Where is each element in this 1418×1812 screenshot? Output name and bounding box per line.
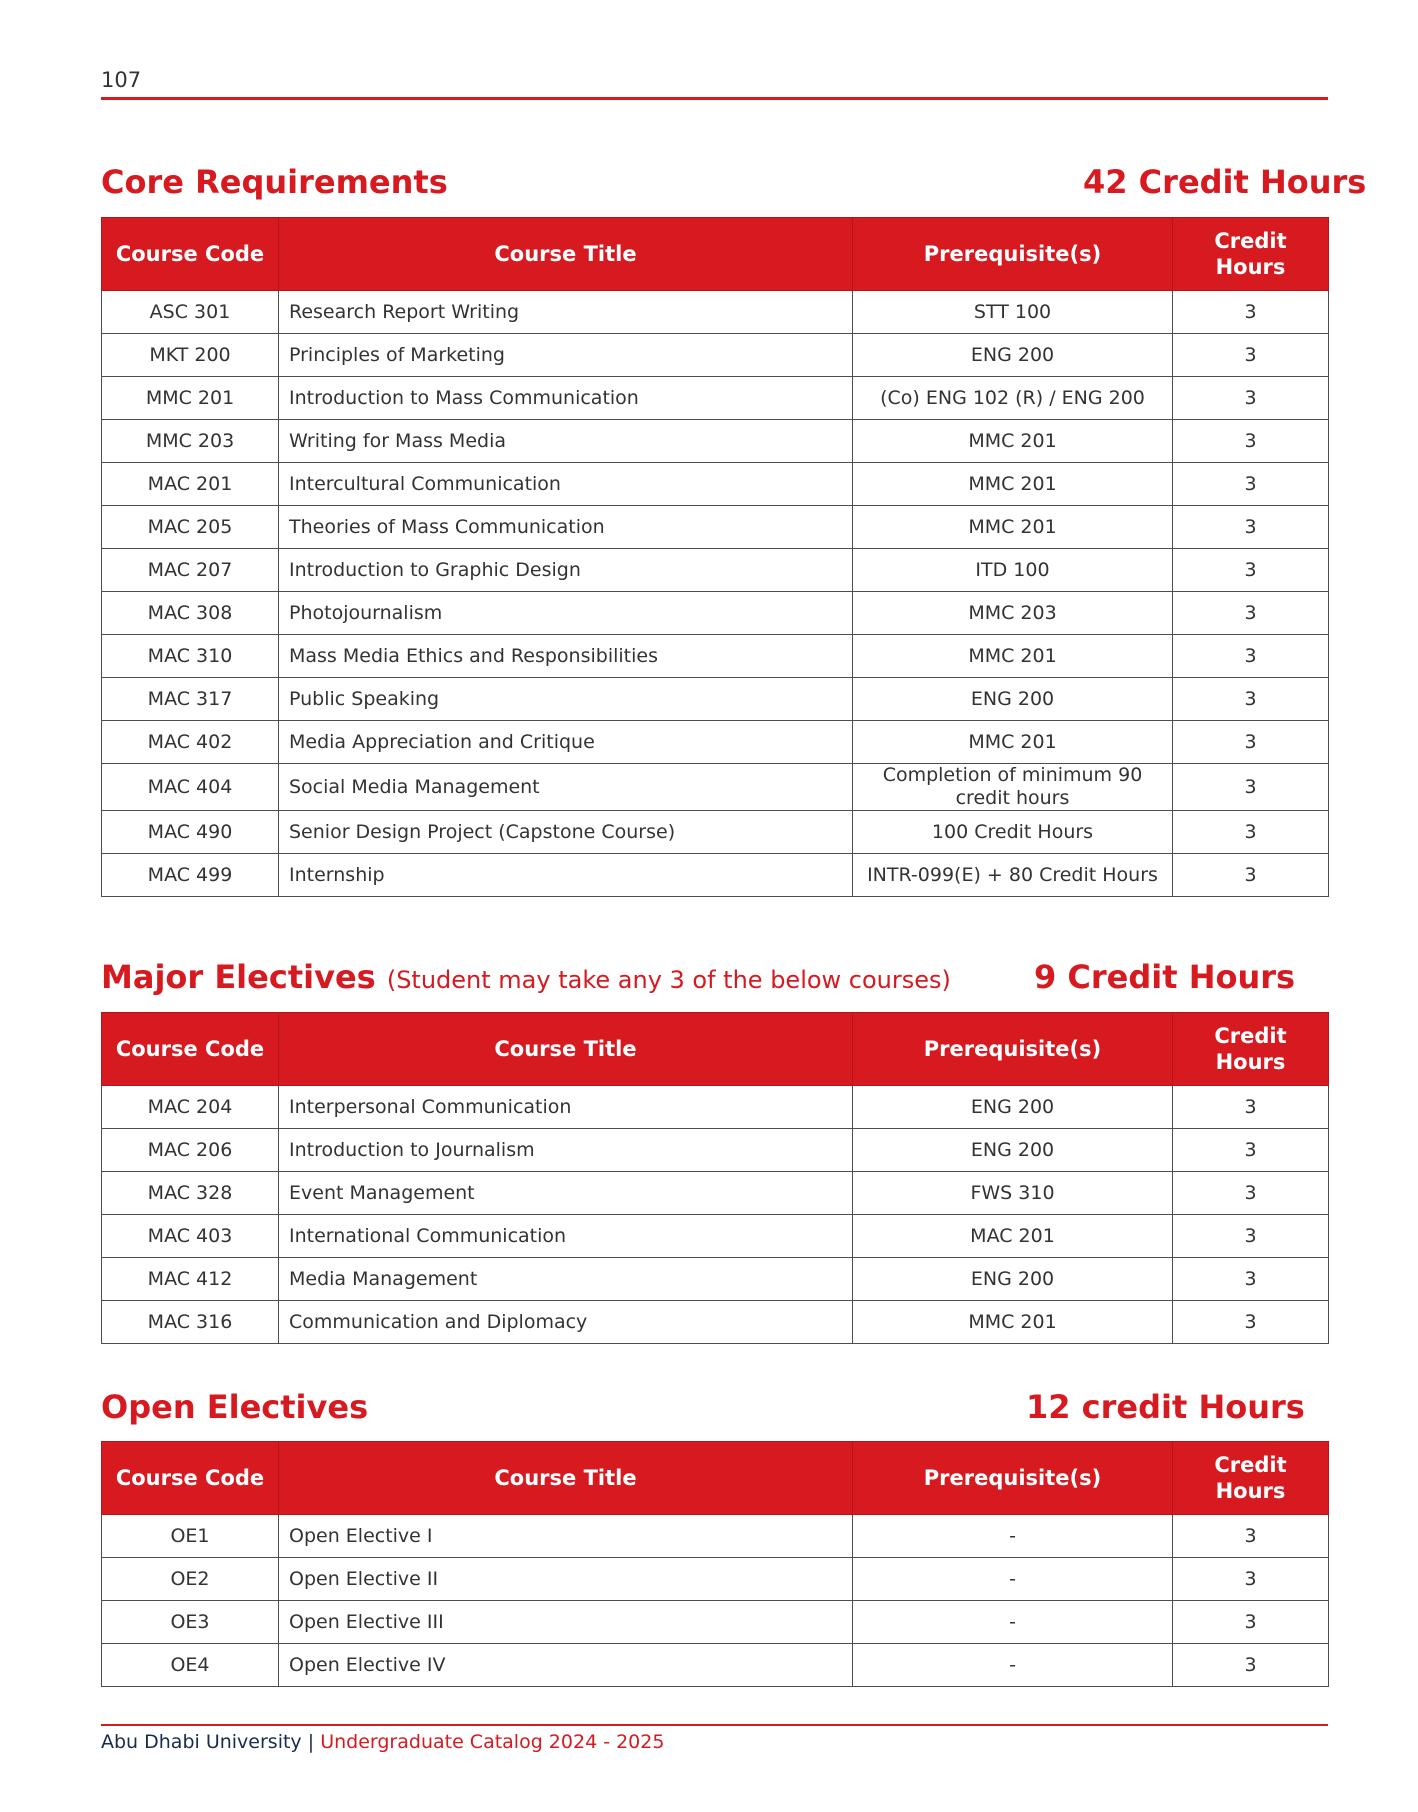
course-title-cell: Interpersonal Communication — [279, 1086, 853, 1129]
table-row — [102, 1172, 1329, 1215]
prerequisite-cell: FWS 310 — [853, 1172, 1173, 1215]
footer — [101, 1731, 664, 1753]
header-course-code: Course Code — [102, 218, 279, 291]
course-code-cell: MAC 316 — [102, 1301, 279, 1344]
prerequisite-cell: MMC 201 — [853, 721, 1173, 764]
credit-hours-cell: 3 — [1173, 1515, 1329, 1558]
credit-hours-cell: 3 — [1173, 854, 1329, 897]
credit-hours-cell: 3 — [1173, 678, 1329, 721]
credit-hours-cell: 3 — [1173, 1215, 1329, 1258]
course-code-cell: MMC 203 — [102, 420, 279, 463]
prerequisite-cell: ITD 100 — [853, 549, 1173, 592]
table-row — [102, 549, 1329, 592]
course-code-cell: MAC 206 — [102, 1129, 279, 1172]
credit-hours-cell: 3 — [1173, 1558, 1329, 1601]
course-code-cell: OE1 — [102, 1515, 279, 1558]
course-code-cell: MAC 204 — [102, 1086, 279, 1129]
open-section-heading — [101, 1388, 1305, 1428]
prerequisite-cell: - — [853, 1644, 1173, 1687]
course-code-cell: MKT 200 — [102, 334, 279, 377]
core-section-heading — [101, 163, 1367, 203]
prerequisite-cell: 100 Credit Hours — [853, 811, 1173, 854]
credit-hours-cell: 3 — [1173, 506, 1329, 549]
prerequisite-cell: MAC 201 — [853, 1215, 1173, 1258]
course-title-cell: Open Elective II — [279, 1558, 853, 1601]
table-row — [102, 1086, 1329, 1129]
core-requirements-table — [101, 217, 1329, 897]
open-title: Open Electives — [101, 1388, 369, 1426]
core-credit-hours: 42 Credit Hours — [1083, 163, 1367, 201]
header-prerequisites: Prerequisite(s) — [853, 218, 1173, 291]
prerequisite-cell: - — [853, 1601, 1173, 1644]
credit-hours-cell: 3 — [1173, 1172, 1329, 1215]
major-table-body — [102, 1086, 1329, 1344]
table-row — [102, 1301, 1329, 1344]
course-title-cell: Event Management — [279, 1172, 853, 1215]
header-credit-line1: Credit — [1214, 1024, 1287, 1048]
course-code-cell: OE2 — [102, 1558, 279, 1601]
header-credit-line2: Hours — [1215, 1050, 1286, 1074]
course-title-cell: Internship — [279, 854, 853, 897]
course-code-cell: ASC 301 — [102, 291, 279, 334]
credit-hours-cell: 3 — [1173, 1129, 1329, 1172]
credit-hours-cell: 3 — [1173, 764, 1329, 811]
table-row — [102, 1644, 1329, 1687]
credit-hours-cell: 3 — [1173, 377, 1329, 420]
course-title-cell: Open Elective I — [279, 1515, 853, 1558]
prerequisite-cell: STT 100 — [853, 291, 1173, 334]
table-row — [102, 721, 1329, 764]
prerequisite-cell: ENG 200 — [853, 334, 1173, 377]
footer-separator: | — [307, 1731, 315, 1753]
credit-hours-cell: 3 — [1173, 549, 1329, 592]
prerequisite-cell: INTR-099(E) + 80 Credit Hours — [853, 854, 1173, 897]
course-title-cell: International Communication — [279, 1215, 853, 1258]
table-row — [102, 1215, 1329, 1258]
table-header-row — [102, 1013, 1329, 1086]
header-credit-hours — [1173, 1013, 1329, 1086]
major-section-heading — [101, 958, 1301, 998]
prerequisite-cell: ENG 200 — [853, 1258, 1173, 1301]
major-electives-table — [101, 1012, 1329, 1344]
major-title: Major Electives — [101, 958, 376, 996]
table-row — [102, 1558, 1329, 1601]
core-title: Core Requirements — [101, 163, 448, 201]
prerequisite-cell: MMC 201 — [853, 506, 1173, 549]
credit-hours-cell: 3 — [1173, 1601, 1329, 1644]
prerequisite-cell: ENG 200 — [853, 678, 1173, 721]
course-code-cell: MAC 317 — [102, 678, 279, 721]
credit-hours-cell: 3 — [1173, 1086, 1329, 1129]
course-title-cell: Photojournalism — [279, 592, 853, 635]
course-title-cell: Media Management — [279, 1258, 853, 1301]
credit-hours-cell: 3 — [1173, 592, 1329, 635]
table-row — [102, 1601, 1329, 1644]
header-course-code: Course Code — [102, 1442, 279, 1515]
course-title-cell: Mass Media Ethics and Responsibilities — [279, 635, 853, 678]
table-row — [102, 1129, 1329, 1172]
prerequisite-cell: MMC 201 — [853, 1301, 1173, 1344]
table-row — [102, 463, 1329, 506]
course-code-cell: MAC 205 — [102, 506, 279, 549]
footer-catalog: Undergraduate Catalog 2024 - 2025 — [320, 1731, 665, 1753]
course-code-cell: MAC 404 — [102, 764, 279, 811]
major-title-group — [101, 958, 951, 996]
course-code-cell: MAC 201 — [102, 463, 279, 506]
header-prerequisites: Prerequisite(s) — [853, 1013, 1173, 1086]
credit-hours-cell: 3 — [1173, 1301, 1329, 1344]
header-credit-line1: Credit — [1214, 229, 1287, 253]
header-prerequisites: Prerequisite(s) — [853, 1442, 1173, 1515]
major-credit-hours: 9 Credit Hours — [1034, 958, 1296, 996]
header-course-title: Course Title — [279, 1442, 853, 1515]
core-table-body — [102, 291, 1329, 897]
course-code-cell: MAC 403 — [102, 1215, 279, 1258]
page-number: 107 — [101, 68, 142, 92]
course-title-cell: Senior Design Project (Capstone Course) — [279, 811, 853, 854]
open-table-body — [102, 1515, 1329, 1687]
table-header-row — [102, 1442, 1329, 1515]
course-title-cell: Communication and Diplomacy — [279, 1301, 853, 1344]
prerequisite-cell: Completion of minimum 90 credit hours — [853, 764, 1173, 811]
header-credit-line1: Credit — [1214, 1453, 1287, 1477]
credit-hours-cell: 3 — [1173, 811, 1329, 854]
prerequisite-cell: - — [853, 1558, 1173, 1601]
credit-hours-cell: 3 — [1173, 635, 1329, 678]
course-code-cell: MAC 328 — [102, 1172, 279, 1215]
table-row — [102, 678, 1329, 721]
open-electives-table — [101, 1441, 1329, 1687]
course-title-cell: Research Report Writing — [279, 291, 853, 334]
course-code-cell: MAC 310 — [102, 635, 279, 678]
open-credit-hours: 12 credit Hours — [1026, 1388, 1305, 1426]
credit-hours-cell: 3 — [1173, 334, 1329, 377]
table-row — [102, 811, 1329, 854]
credit-hours-cell: 3 — [1173, 291, 1329, 334]
course-title-cell: Media Appreciation and Critique — [279, 721, 853, 764]
prerequisite-cell: MMC 201 — [853, 463, 1173, 506]
header-course-code: Course Code — [102, 1013, 279, 1086]
prerequisite-cell: MMC 201 — [853, 635, 1173, 678]
course-code-cell: OE4 — [102, 1644, 279, 1687]
prerequisite-cell: - — [853, 1515, 1173, 1558]
header-credit-hours — [1173, 1442, 1329, 1515]
credit-hours-cell: 3 — [1173, 1644, 1329, 1687]
table-row — [102, 334, 1329, 377]
course-title-cell: Writing for Mass Media — [279, 420, 853, 463]
course-title-cell: Theories of Mass Communication — [279, 506, 853, 549]
course-title-cell: Open Elective III — [279, 1601, 853, 1644]
table-row — [102, 1515, 1329, 1558]
footer-university: Abu Dhabi University — [101, 1731, 302, 1753]
header-divider — [101, 97, 1328, 100]
credit-hours-cell: 3 — [1173, 420, 1329, 463]
table-row — [102, 635, 1329, 678]
prerequisite-cell: ENG 200 — [853, 1129, 1173, 1172]
header-credit-line2: Hours — [1215, 255, 1286, 279]
course-title-cell: Intercultural Communication — [279, 463, 853, 506]
course-code-cell: MAC 207 — [102, 549, 279, 592]
credit-hours-cell: 3 — [1173, 1258, 1329, 1301]
footer-divider — [101, 1724, 1328, 1726]
course-title-cell: Social Media Management — [279, 764, 853, 811]
header-course-title: Course Title — [279, 218, 853, 291]
course-code-cell: MAC 402 — [102, 721, 279, 764]
table-row — [102, 291, 1329, 334]
table-row — [102, 1258, 1329, 1301]
header-credit-line2: Hours — [1215, 1479, 1286, 1503]
course-title-cell: Principles of Marketing — [279, 334, 853, 377]
credit-hours-cell: 3 — [1173, 721, 1329, 764]
course-title-cell: Introduction to Graphic Design — [279, 549, 853, 592]
header-credit-hours — [1173, 218, 1329, 291]
table-row — [102, 377, 1329, 420]
course-code-cell: MAC 308 — [102, 592, 279, 635]
header-course-title: Course Title — [279, 1013, 853, 1086]
table-row — [102, 764, 1329, 811]
prerequisite-cell: ENG 200 — [853, 1086, 1173, 1129]
course-code-cell: MMC 201 — [102, 377, 279, 420]
course-title-cell: Public Speaking — [279, 678, 853, 721]
course-code-cell: OE3 — [102, 1601, 279, 1644]
course-code-cell: MAC 412 — [102, 1258, 279, 1301]
prerequisite-cell: MMC 201 — [853, 420, 1173, 463]
course-title-cell: Open Elective IV — [279, 1644, 853, 1687]
table-row — [102, 506, 1329, 549]
table-row — [102, 592, 1329, 635]
prerequisite-cell: (Co) ENG 102 (R) / ENG 200 — [853, 377, 1173, 420]
course-title-cell: Introduction to Journalism — [279, 1129, 853, 1172]
table-header-row — [102, 218, 1329, 291]
course-title-cell: Introduction to Mass Communication — [279, 377, 853, 420]
major-note: (Student may take any 3 of the below courses) — [386, 966, 951, 994]
table-row — [102, 420, 1329, 463]
table-row — [102, 854, 1329, 897]
credit-hours-cell: 3 — [1173, 463, 1329, 506]
course-code-cell: MAC 499 — [102, 854, 279, 897]
course-code-cell: MAC 490 — [102, 811, 279, 854]
prerequisite-cell: MMC 203 — [853, 592, 1173, 635]
